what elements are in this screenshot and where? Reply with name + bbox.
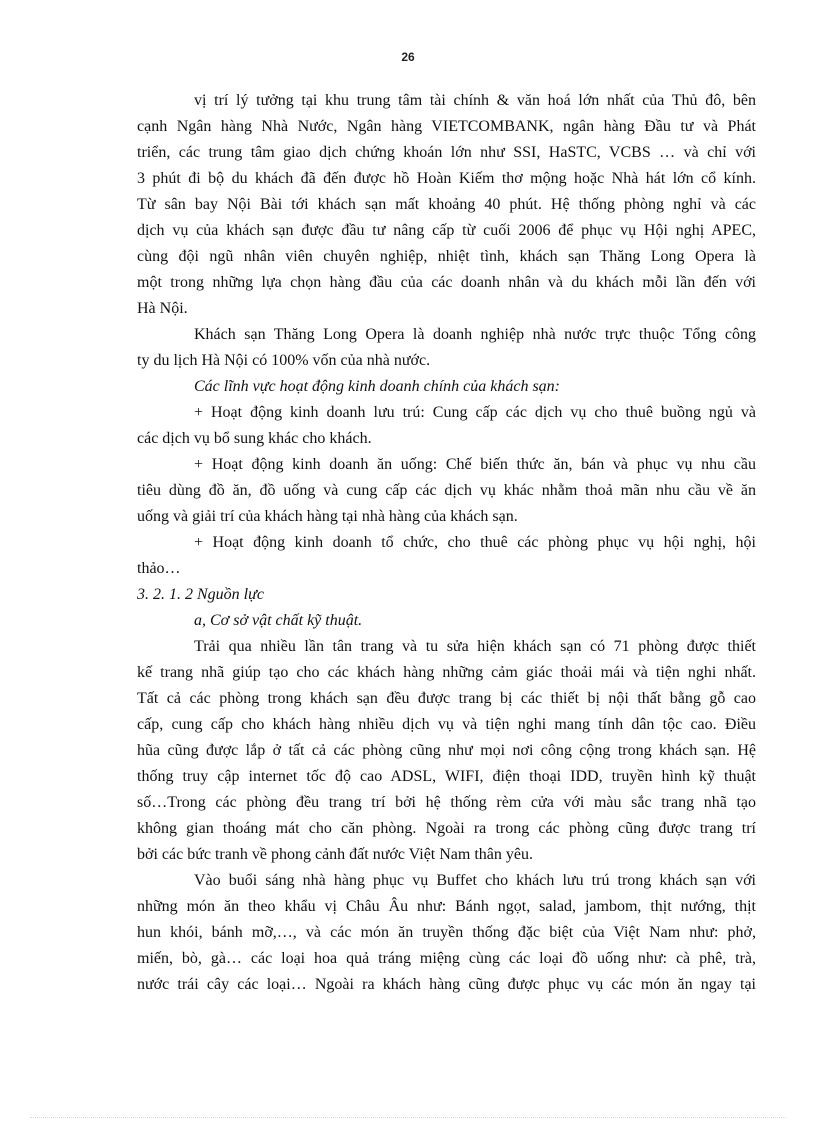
text-line: một trong những lựa chọn hàng đầu của các doanh nhân và du khách mỗi lần đến với <box>137 274 756 291</box>
text-line: kế trang nhã giúp tạo cho các khách hàng những cảm giác thoải mái và tiện nghi nhất. <box>137 664 756 681</box>
text-line: hũa cũng được lắp ở tất cả các phòng cũng như mọi nơi công cộng trong khách sạn. Hệ <box>137 742 756 759</box>
text-line: Khách sạn Thăng Long Opera là doanh nghiệp nhà nước trực thuộc Tổng công <box>194 326 756 343</box>
text-line: số…Trong các phòng đều trang trí bởi hệ thống rèm cửa với màu sắc trang nhã tạo <box>137 794 756 811</box>
text-line: tiêu dùng đồ ăn, đồ uống và cung cấp các dịch vụ khác nhằm thoả mãn nhu cầu về ăn <box>137 482 756 499</box>
text-line: Trải qua nhiều lần tân trang và tu sửa hiện khách sạn có 71 phòng được thiết <box>194 638 756 655</box>
text-line: những món ăn theo khẩu vị Châu Âu như: Bánh ngọt, salad, jambom, thịt nướng, thịt <box>137 898 756 915</box>
text-line: cạnh Ngân hàng Nhà Nước, Ngân hàng VIETCOMBANK, ngân hàng Đầu tư và Phát <box>137 118 756 135</box>
text-line: ty du lịch Hà Nội có 100% vốn của nhà nước. <box>137 352 431 369</box>
page-number: 26 <box>401 50 415 64</box>
text-line: 3. 2. 1. 2 Nguồn lực <box>137 586 264 603</box>
text-line: cấp, cung cấp cho khách hàng nhiều dịch vụ và tiện nghi mang tính dân tộc cao. Điều <box>137 716 756 733</box>
text-line: vị trí lý tưởng tại khu trung tâm tài chính & văn hoá lớn nhất của Thủ đô, bên <box>194 92 756 109</box>
text-line: thảo… <box>137 560 181 577</box>
text-line: hun khói, bánh mỡ,…, và các món ăn truyền thống đặc biệt của Việt Nam như: phở, <box>137 924 756 941</box>
text-line: + Hoạt động kinh doanh ăn uống: Chế biến thức ăn, bán và phục vụ nhu cầu <box>194 456 756 473</box>
text-line: Hà Nội. <box>137 300 188 317</box>
text-line: uống và giải trí của khách hàng tại nhà hàng của khách sạn. <box>137 508 518 525</box>
text-line: dịch vụ của khách sạn được đầu tư nâng cấp từ cuối 2006 để phục vụ Hội nghị APEC, <box>137 222 756 239</box>
text-line: triển, các trung tâm giao dịch chứng khoán lớn như SSI, HaSTC, VCBS … và chỉ với <box>137 144 756 161</box>
text-line: Từ sân bay Nội Bài tới khách sạn mất khoảng 40 phút. Hệ thống phòng nghỉ và các <box>137 196 756 213</box>
page-bottom-divider <box>30 1117 786 1118</box>
text-line: các dịch vụ bổ sung khác cho khách. <box>137 430 372 447</box>
text-line: Vào buổi sáng nhà hàng phục vụ Buffet cho khách lưu trú trong khách sạn với <box>194 872 756 889</box>
document-body <box>137 88 756 998</box>
text-line: bởi các bức tranh về phong cảnh đất nước Việt Nam thân yêu. <box>137 846 533 863</box>
text-line: cùng đội ngũ nhân viên chuyên nghiệp, nhiệt tình, khách sạn Thăng Long Opera là <box>137 248 756 265</box>
text-line: 3 phút đi bộ du khách đã đến được hồ Hoàn Kiếm thơ mộng hoặc Nhà hát lớn cổ kính. <box>137 170 756 187</box>
text-line: Các lĩnh vực hoạt động kinh doanh chính của khách sạn: <box>194 378 560 395</box>
text-line: a, Cơ sở vật chất kỹ thuật. <box>194 612 363 629</box>
text-line: miến, bò, gà… các loại hoa quả tráng miệng cùng các loại đồ uống như: cà phê, trà, <box>137 950 756 967</box>
text-line: không gian thoáng mát cho căn phòng. Ngoài ra trong các phòng cũng được trang trí <box>137 820 756 837</box>
text-line: + Hoạt động kinh doanh lưu trú: Cung cấp các dịch vụ cho thuê buồng ngủ và <box>194 404 756 421</box>
text-line: Tất cả các phòng trong khách sạn đều được trang bị các thiết bị nội thất bằng gỗ cao <box>137 690 756 707</box>
text-line: + Hoạt động kinh doanh tổ chức, cho thuê các phòng phục vụ hội nghị, hội <box>194 534 756 551</box>
text-line: thống truy cập internet tốc độ cao ADSL, WIFI, điện thoại IDD, truyền hình kỹ thuật <box>137 768 756 785</box>
text-line: nước trái cây các loại… Ngoài ra khách hàng cũng được phục vụ các món ăn ngay tại <box>137 976 756 993</box>
